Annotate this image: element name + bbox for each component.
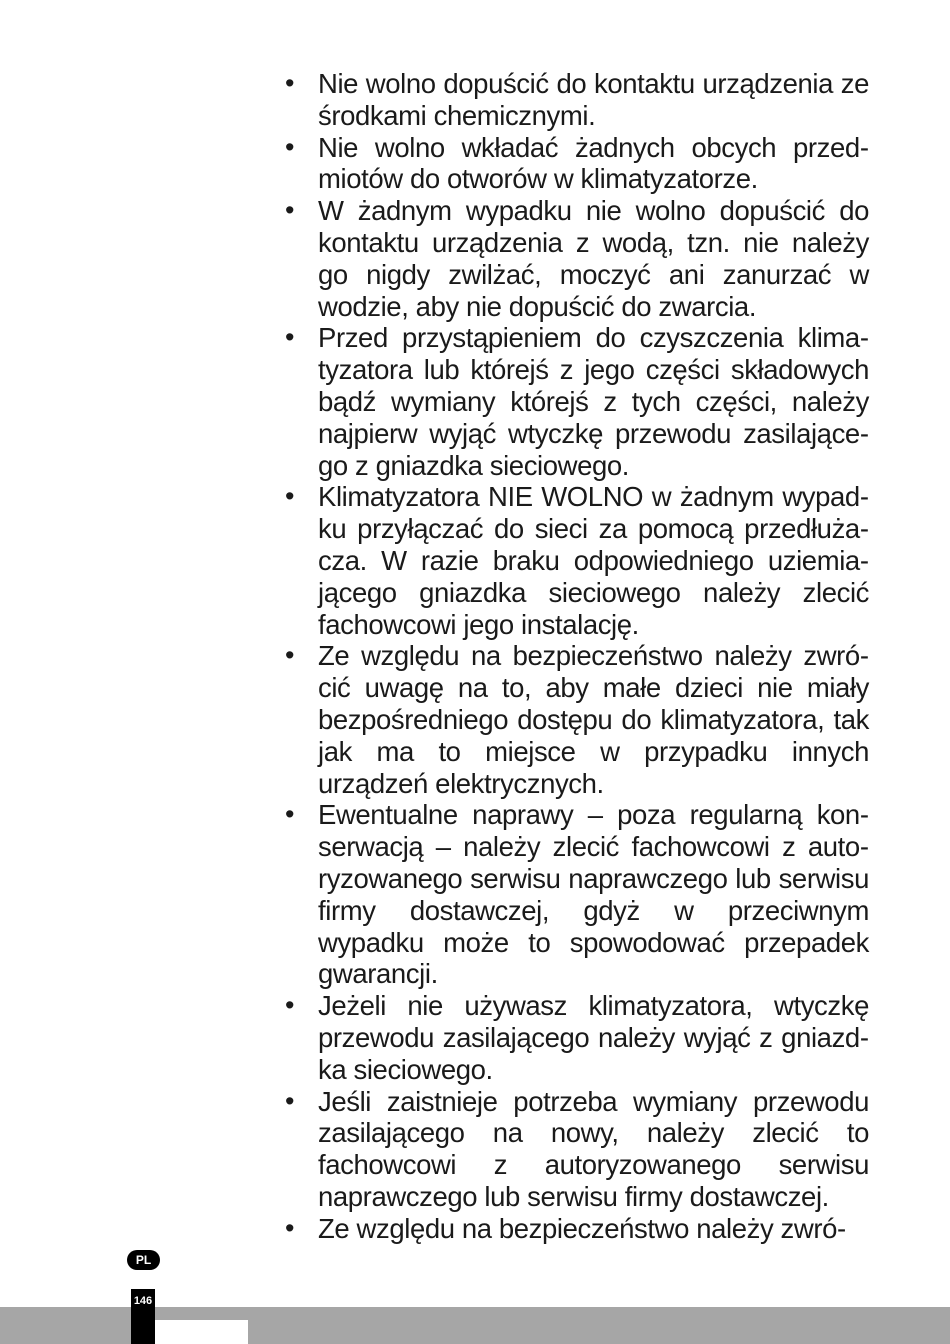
- list-item: [283, 68, 869, 132]
- bullet-list: [283, 68, 869, 1244]
- list-item-text: Nie wolno wkładać żadnych obcych przedmiotów do otworów w klimatyzatorze.: [318, 131, 869, 195]
- language-badge: PL: [127, 1250, 160, 1270]
- list-item-text: Przed przystąpieniem do czyszczenia klimatyzatora lub którejś z jego części składowych bądź wymiany którejś z tych części, należy najpierw wyjąć wtyczkę przewodu zasilającego z gniazdka sieciowego.: [318, 322, 869, 481]
- bullet-icon: •: [285, 68, 295, 98]
- list-item: [283, 990, 869, 1085]
- footer-white-block: [155, 1320, 248, 1344]
- bullet-icon: •: [285, 481, 295, 512]
- list-item: [283, 132, 869, 196]
- list-item-text: Jeśli zaistnieje potrzeba wymiany przewodu zasilającego na nowy, należy zlecić to fachowcowi z autoryzowanego serwisu naprawczego lub serwisu firmy dostawczej.: [318, 1085, 869, 1212]
- bullet-icon: •: [285, 131, 295, 162]
- list-item: [283, 799, 869, 990]
- list-item-text: Ze względu na bezpieczeństwo należy zwró-: [318, 1212, 846, 1244]
- bullet-icon: •: [285, 799, 295, 830]
- document-body: [283, 68, 869, 1244]
- list-item: [283, 1213, 869, 1245]
- bullet-icon: •: [285, 195, 295, 226]
- list-item-text: Nie wolno dopuścić do kontaktu urządzenia ze środkami chemicznymi.: [318, 68, 869, 131]
- list-item: [283, 195, 869, 322]
- list-item: [283, 640, 869, 799]
- bullet-icon: •: [285, 990, 295, 1021]
- list-item: [283, 1086, 869, 1213]
- list-item-text: Jeżeli nie używasz klimatyzatora, wtyczkę przewodu zasilającego należy wyjąć z gniazdka sieciowego.: [318, 990, 869, 1085]
- bullet-icon: •: [285, 1085, 295, 1116]
- list-item-text: Ze względu na bezpieczeństwo należy zwrócić uwagę na to, aby małe dzieci nie miały bezpośredniego dostępu do klimatyzatora, tak jak ma to miejsce w przypadku innych urządzeń elektrycznych.: [318, 640, 869, 799]
- list-item-text: Ewentualne naprawy – poza regularną konserwacją – należy zlecić fachowcowi z autoryzowanego serwisu naprawczego lub serwisu firmy dostawczej, gdyż w przeciwnym wypadku może to spowodować przepadek gwarancji.: [318, 799, 869, 990]
- list-item: [283, 322, 869, 481]
- bullet-icon: •: [285, 322, 295, 353]
- bullet-icon: •: [285, 1212, 295, 1243]
- bullet-icon: •: [285, 640, 295, 671]
- list-item-text: Klimatyzatora NIE WOLNO w żadnym wypadku przyłączać do sieci za pomocą przedłużacza. W razie braku odpowiedniego uziemiającego gniazdka sieciowego należy zlecić fachowcowi jego instalację.: [318, 481, 869, 640]
- list-item-text: W żadnym wypadku nie wolno dopuścić do kontaktu urządzenia z wodą, tzn. nie należy go nigdy zwilżać, moczyć ani zanurzać w wodzie, aby nie dopuścić do zwarcia.: [318, 195, 869, 322]
- page-number: 146: [133, 1295, 153, 1307]
- list-item: [283, 481, 869, 640]
